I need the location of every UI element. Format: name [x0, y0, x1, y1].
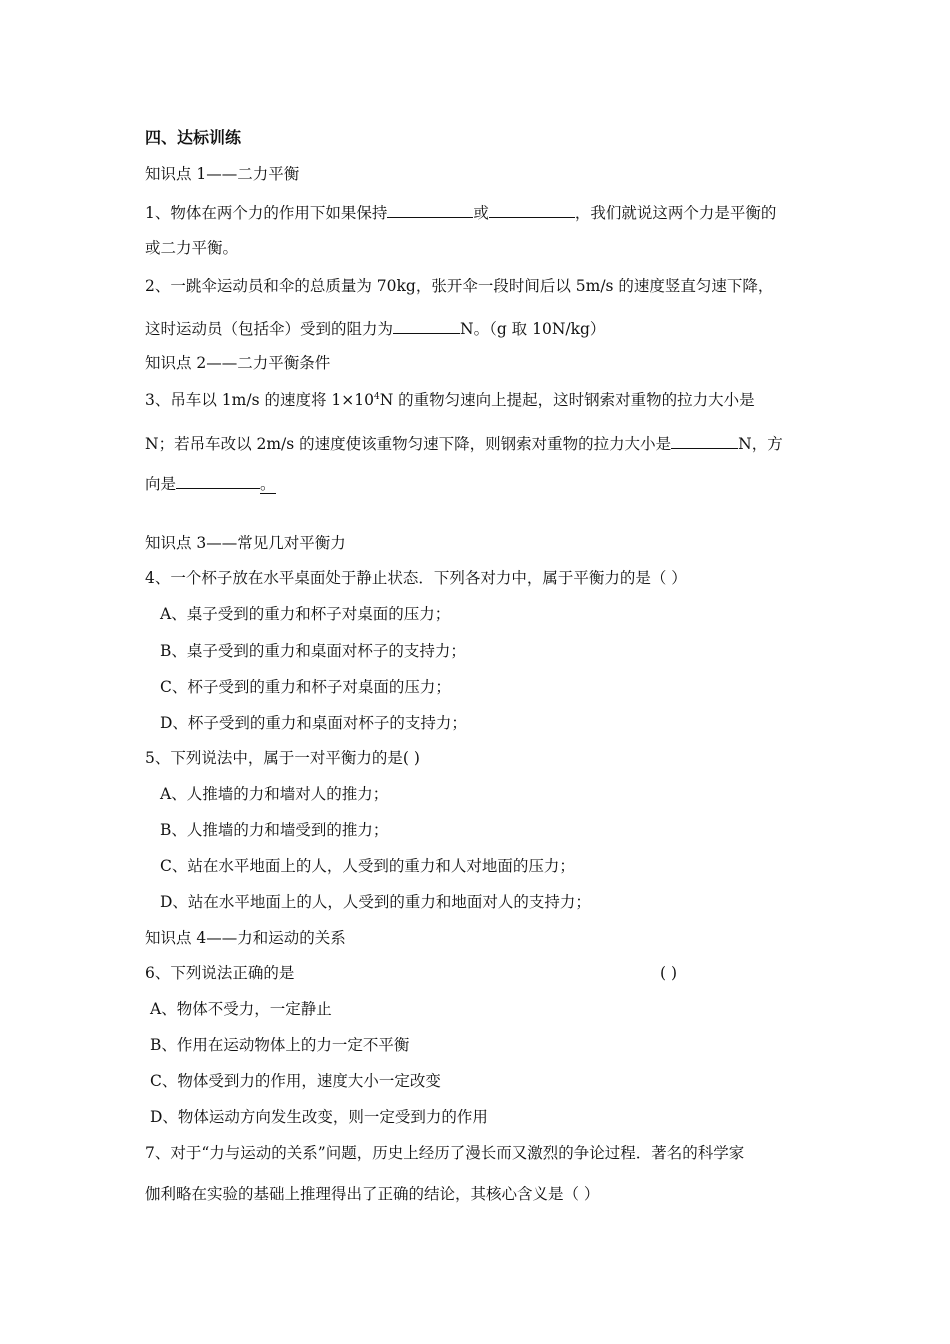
- knowledge-point-1: 知识点 1——二力平衡: [145, 165, 300, 183]
- q4-option-a[interactable]: A、桌子受到的重力和杯子对桌面的压力；: [160, 605, 451, 623]
- q3-text-d: N，方: [738, 435, 783, 453]
- knowledge-point-2: 知识点 2——二力平衡条件: [145, 354, 331, 372]
- question-6-stem: 6、下列说法正确的是: [145, 964, 295, 982]
- q1-blank-2[interactable]: [489, 201, 575, 218]
- q6-option-b[interactable]: B、作用在运动物体上的力一定不平衡: [150, 1036, 410, 1054]
- q3-text-c: N；若吊车改以 2m/s 的速度使该重物匀速下降，则钢索对重物的拉力大小是: [145, 435, 672, 453]
- q3-exponent: 4: [373, 391, 380, 402]
- q2-text-b: N。（g 取 10N/kg）: [460, 320, 606, 338]
- question-3-line-2: [145, 432, 783, 454]
- knowledge-point-4: 知识点 4——力和运动的关系: [145, 929, 346, 947]
- q5-option-c[interactable]: C、站在水平地面上的人，人受到的重力和人对地面的压力；: [160, 857, 575, 875]
- q2-text-a: 这时运动员（包括伞）受到的阻力为: [145, 320, 394, 338]
- question-3-line-3: [145, 472, 276, 494]
- q5-option-b[interactable]: B、人推墙的力和墙受到的推力；: [160, 821, 389, 839]
- question-3-line-1: [145, 390, 755, 410]
- question-1-line-2: 或二力平衡。: [145, 239, 239, 257]
- knowledge-point-3: 知识点 3——常见几对平衡力: [145, 534, 346, 552]
- q3-text-e: 向是: [145, 475, 177, 493]
- question-4-stem: 4、一个杯子放在水平桌面处于静止状态．下列各对力中，属于平衡力的是（ ）: [145, 569, 687, 587]
- question-7-line-1: 7、对于“力与运动的关系”问题，历史上经历了漫长而又激烈的争论过程．著名的科学家: [145, 1144, 745, 1162]
- q2-blank[interactable]: [393, 317, 460, 334]
- q1-blank-1[interactable]: [387, 201, 473, 218]
- q1-text-c: ，我们就说这两个力是平衡的: [574, 204, 777, 222]
- q6-answer-paren[interactable]: ( ): [660, 964, 678, 982]
- q3-blank-2[interactable]: [176, 472, 260, 489]
- q6-option-a[interactable]: A、物体不受力，一定静止: [150, 1000, 332, 1018]
- q3-text-a: 3、吊车以 1m/s 的速度将 1×10: [145, 391, 374, 409]
- section-title: 四、达标训练: [145, 128, 242, 147]
- q4-option-b[interactable]: B、桌子受到的重力和桌面对杯子的支持力；: [160, 642, 466, 660]
- question-2-line-2: [145, 317, 605, 339]
- q3-text-b: N 的重物匀速向上提起，这时钢索对重物的拉力大小是: [379, 391, 755, 409]
- q3-blank-1[interactable]: [671, 432, 738, 449]
- q1-text-a: 1、物体在两个力的作用下如果保持: [145, 204, 388, 222]
- q3-text-f: 。: [260, 475, 276, 493]
- question-2-line-1: 2、一跳伞运动员和伞的总质量为 70kg，张开伞一段时间后以 5m/s 的速度竖直匀速下降，: [145, 277, 774, 295]
- question-7-line-2: 伽利略在实验的基础上推理得出了正确的结论，其核心含义是（ ）: [145, 1185, 600, 1203]
- q1-text-b: 或: [473, 204, 489, 222]
- q4-option-c[interactable]: C、杯子受到的重力和杯子对桌面的压力；: [160, 678, 451, 696]
- q5-option-d[interactable]: D、站在水平地面上的人，人受到的重力和地面对人的支持力；: [160, 893, 591, 911]
- q5-option-a[interactable]: A、人推墙的力和墙对人的推力；: [160, 785, 389, 803]
- question-5-stem: 5、下列说法中，属于一对平衡力的是( ): [145, 749, 420, 767]
- q6-option-c[interactable]: C、物体受到力的作用，速度大小一定改变: [150, 1072, 441, 1090]
- q4-option-d[interactable]: D、杯子受到的重力和桌面对杯子的支持力；: [160, 714, 467, 732]
- question-1-line-1: [145, 201, 776, 223]
- q6-option-d[interactable]: D、物体运动方向发生改变，则一定受到力的作用: [150, 1108, 488, 1126]
